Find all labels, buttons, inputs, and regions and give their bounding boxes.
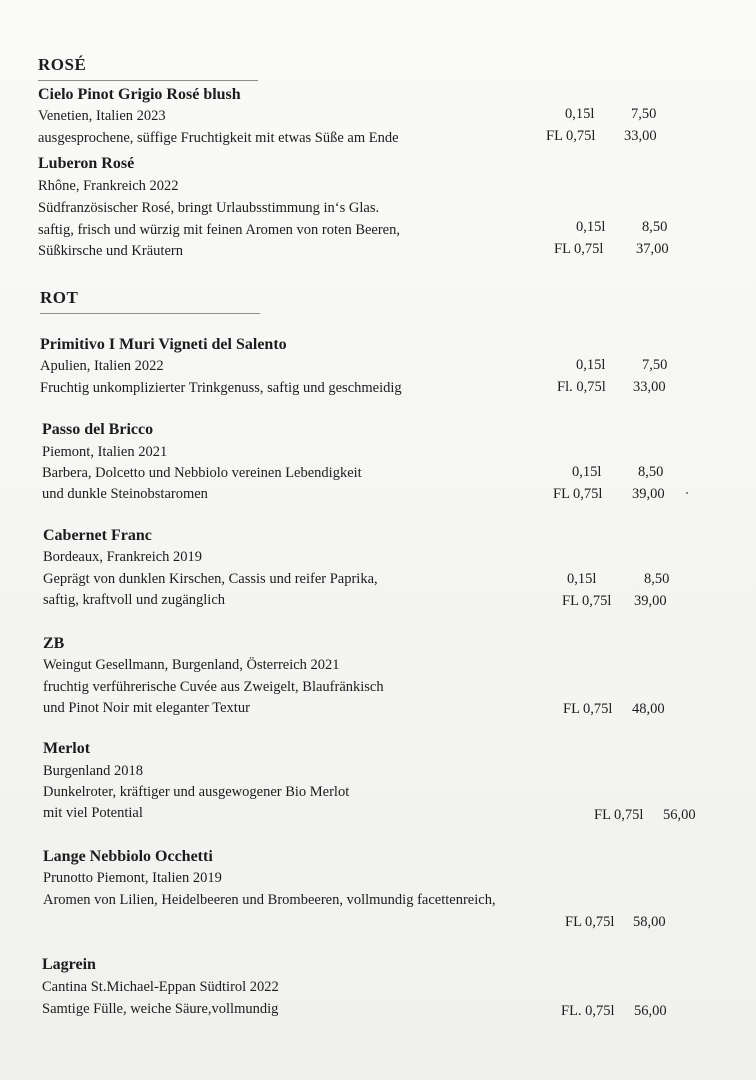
wine-description: und dunkle Steinobstaromen — [42, 486, 208, 502]
glass-price: 7,50 — [642, 357, 668, 373]
wine-description: mit viel Potential — [43, 805, 143, 821]
wine-description: saftig, kraftvoll und zugänglich — [43, 592, 226, 608]
section-divider — [40, 313, 260, 314]
glass-size: 0,15l — [576, 357, 606, 373]
bottle-size: FL 0,75l — [562, 593, 612, 609]
bottle-price: 37,00 — [636, 241, 669, 257]
wine-description: fruchtig verführerische Cuvée aus Zweigelt, Blaufränkisch — [43, 679, 384, 695]
bottle-price: 56,00 — [663, 807, 696, 823]
bottle-price: 39,00 — [634, 593, 667, 609]
wine-name-cabernet-franc: Cabernet Franc — [43, 527, 152, 544]
wine-description: Südfranzösischer Rosé, bringt Urlaubsstimmung in‘s Glas. — [38, 200, 380, 216]
section-divider — [38, 80, 258, 81]
wine-name-zb: ZB — [43, 635, 65, 652]
wine-origin: Bordeaux, Frankreich 2019 — [43, 549, 203, 565]
wine-name-luberon: Luberon Rosé — [38, 155, 135, 172]
wine-origin: Cantina St.Michael-Eppan Südtirol 2022 — [42, 979, 279, 995]
wine-origin: Prunotto Piemont, Italien 2019 — [43, 870, 222, 886]
bottle-price: 58,00 — [633, 914, 666, 930]
section-title-rose: ROSÉ — [38, 55, 87, 74]
glass-size: 0,15l — [567, 571, 597, 587]
wine-name-cielo: Cielo Pinot Grigio Rosé blush — [38, 86, 241, 103]
bottle-size: FL 0,75l — [594, 807, 644, 823]
wine-description: saftig, frisch und würzig mit feinen Aromen von roten Beeren, — [38, 222, 400, 238]
wine-name-lagrein: Lagrein — [42, 956, 96, 973]
wine-description: Geprägt von dunklen Kirschen, Cassis und reifer Paprika, — [43, 571, 378, 587]
glass-price: 7,50 — [631, 106, 657, 122]
bottle-size: FL 0,75l — [565, 914, 615, 930]
wine-origin: Piemont, Italien 2021 — [42, 444, 168, 460]
wine-origin: Apulien, Italien 2022 — [40, 358, 164, 374]
glass-size: 0,15l — [576, 219, 606, 235]
wine-name-lange-nebbiolo: Lange Nebbiolo Occhetti — [43, 848, 213, 865]
glass-size: 0,15l — [565, 106, 595, 122]
bottle-price: 33,00 — [624, 128, 657, 144]
wine-description: Samtige Fülle, weiche Säure,vollmundig — [42, 1001, 279, 1017]
wine-description: Aromen von Lilien, Heidelbeeren und Brombeeren, vollmundig facettenreich, — [43, 892, 496, 908]
wine-description: ausgesprochene, süffige Fruchtigkeit mit etwas Süße am Ende — [38, 130, 399, 146]
wine-description: Fruchtig unkomplizierter Trinkgenuss, saftig und geschmeidig — [40, 380, 402, 396]
wine-description: Dunkelroter, kräftiger und ausgewogener Bio Merlot — [43, 784, 350, 800]
wine-description: und Pinot Noir mit eleganter Textur — [43, 700, 250, 716]
wine-name-passo-del-bricco: Passo del Bricco — [42, 421, 154, 438]
glass-price: 8,50 — [638, 464, 664, 480]
bottle-size: Fl. 0,75l — [557, 379, 606, 395]
wine-origin: Venetien, Italien 2023 — [38, 108, 166, 124]
glass-price: 8,50 — [644, 571, 670, 587]
section-title-rot: ROT — [40, 288, 79, 307]
bottle-size: FL 0,75l — [553, 486, 603, 502]
wine-description: Barbera, Dolcetto und Nebbiolo vereinen Lebendigkeit — [42, 465, 362, 481]
bottle-size: FL. 0,75l — [561, 1003, 615, 1019]
wine-origin: Rhône, Frankreich 2022 — [38, 178, 179, 194]
bottle-price: 33,00 — [633, 379, 666, 395]
wine-description: Süßkirsche und Kräutern — [38, 243, 183, 259]
bottle-size: FL 0,75l — [546, 128, 596, 144]
speck — [686, 492, 688, 494]
bottle-size: FL 0,75l — [563, 701, 613, 717]
wine-name-primitivo: Primitivo I Muri Vigneti del Salento — [40, 336, 287, 353]
wine-name-merlot: Merlot — [43, 740, 91, 757]
bottle-price: 48,00 — [632, 701, 665, 717]
wine-origin: Weingut Gesellmann, Burgenland, Österreich 2021 — [43, 657, 340, 673]
glass-price: 8,50 — [642, 219, 668, 235]
glass-size: 0,15l — [572, 464, 602, 480]
bottle-price: 56,00 — [634, 1003, 667, 1019]
bottle-price: 39,00 — [632, 486, 665, 502]
bottle-size: FL 0,75l — [554, 241, 604, 257]
wine-origin: Burgenland 2018 — [43, 763, 144, 779]
